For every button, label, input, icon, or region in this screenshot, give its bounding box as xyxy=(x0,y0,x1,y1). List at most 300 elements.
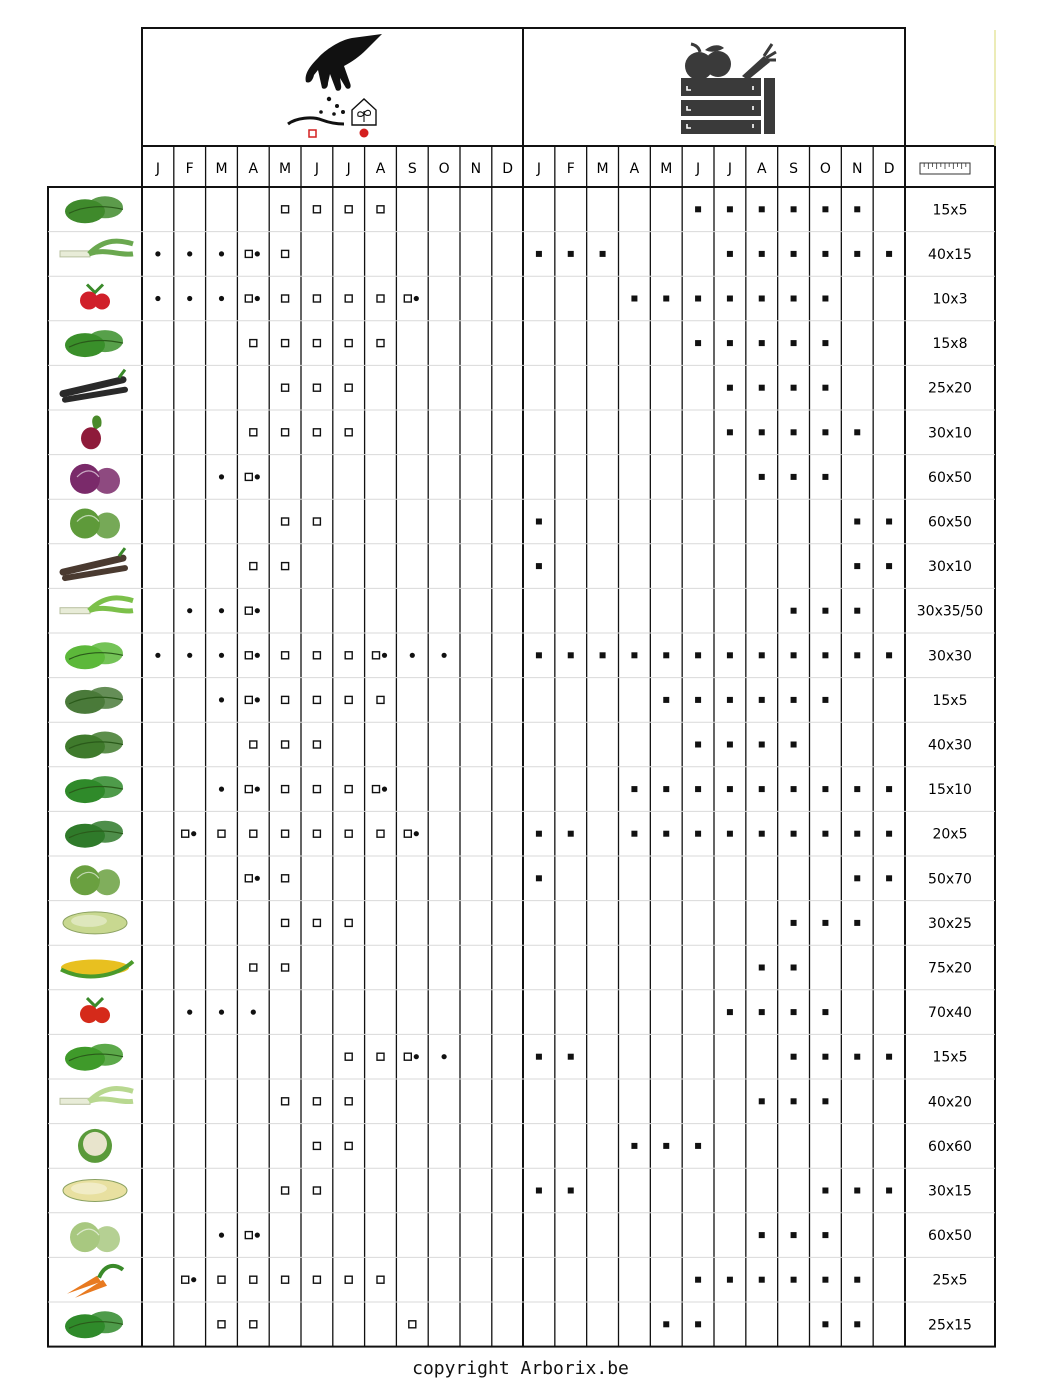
carrot-picture xyxy=(67,1266,123,1298)
sow-outdoor-mark xyxy=(282,340,289,347)
harvest-mark xyxy=(854,563,860,569)
harvest-mark xyxy=(727,340,733,346)
harvest-mark xyxy=(791,1098,797,1104)
sow-indoor-mark xyxy=(187,608,192,613)
sow-indoor-mark xyxy=(255,876,260,881)
harvest-mark xyxy=(663,1143,669,1149)
harvest-mark xyxy=(759,965,765,971)
scorzonera-picture xyxy=(63,548,125,578)
harvest-mark xyxy=(568,1054,574,1060)
sow-outdoor-mark xyxy=(377,295,384,302)
sow-outdoor-mark xyxy=(282,250,289,257)
sow-indoor-mark xyxy=(255,251,260,256)
harvest-mark xyxy=(663,831,669,837)
harvest-mark xyxy=(631,296,637,302)
sow-indoor-mark xyxy=(414,1054,419,1059)
harvest-mark xyxy=(822,1277,828,1283)
sow-indoor-mark xyxy=(219,474,224,479)
sow-outdoor-mark xyxy=(282,652,289,659)
harvest-month-label: M xyxy=(660,161,673,177)
sow-month-label: J xyxy=(155,161,160,177)
sow-outdoor-mark xyxy=(182,1276,189,1283)
sow-outdoor-mark xyxy=(218,830,225,837)
lettuce-picture xyxy=(65,642,123,669)
sow-outdoor-mark xyxy=(313,830,320,837)
harvest-mark xyxy=(727,1009,733,1015)
harvest-mark xyxy=(727,296,733,302)
harvest-mark xyxy=(854,429,860,435)
harvest-mark xyxy=(822,652,828,658)
harvest-mark xyxy=(727,652,733,658)
harvest-month-label: J xyxy=(696,161,701,177)
sow-indoor-mark xyxy=(442,653,447,658)
harvest-mark xyxy=(791,786,797,792)
spacing-value: 60x50 xyxy=(928,514,972,531)
harvest-mark xyxy=(600,652,606,658)
spacing-value: 60x60 xyxy=(928,1138,972,1155)
sow-outdoor-mark xyxy=(313,919,320,926)
harvest-mark xyxy=(695,786,701,792)
harvest-mark xyxy=(536,652,542,658)
sow-indoor-mark xyxy=(191,831,196,836)
green-bean-picture xyxy=(65,330,123,357)
copyright-text: copyright Arborix.be xyxy=(412,1358,629,1379)
sow-indoor-mark xyxy=(219,697,224,702)
sow-month-label: S xyxy=(407,161,417,177)
harvest-mark xyxy=(822,1188,828,1194)
harvest-mark xyxy=(791,831,797,837)
sow-indoor-mark xyxy=(219,251,224,256)
spacing-value: 60x50 xyxy=(928,469,972,486)
sow-indoor-mark xyxy=(191,1277,196,1282)
harvest-mark xyxy=(791,385,797,391)
sow-outdoor-mark xyxy=(313,295,320,302)
harvest-month-label: F xyxy=(566,161,575,177)
harvest-month-label: J xyxy=(536,161,541,177)
sow-outdoor-mark xyxy=(313,340,320,347)
sow-outdoor-mark xyxy=(404,295,411,302)
spacing-value: 15x5 xyxy=(932,202,968,219)
harvest-mark xyxy=(727,831,733,837)
sow-outdoor-mark xyxy=(373,652,380,659)
sow-indoor-mark xyxy=(382,653,387,658)
harvest-mark xyxy=(854,251,860,257)
harvest-mark xyxy=(536,875,542,881)
sow-outdoor-mark xyxy=(313,741,320,748)
harvest-mark xyxy=(631,831,637,837)
sow-month-label: A xyxy=(248,161,259,177)
sow-outdoor-mark xyxy=(377,696,384,703)
harvest-mark xyxy=(791,1232,797,1238)
harvest-mark xyxy=(631,652,637,658)
fennel-picture xyxy=(60,1088,133,1104)
harvest-mark xyxy=(886,831,892,837)
harvest-mark xyxy=(791,1054,797,1060)
sow-outdoor-mark xyxy=(404,1053,411,1060)
sow-month-label: J xyxy=(346,161,351,177)
harvest-mark xyxy=(854,875,860,881)
sow-indoor-mark xyxy=(187,653,192,658)
sow-outdoor-mark xyxy=(345,429,352,436)
sow-indoor-mark xyxy=(155,251,160,256)
sow-month-label: O xyxy=(438,161,450,177)
harvest-mark xyxy=(791,206,797,212)
sow-indoor-mark xyxy=(255,296,260,301)
black-salsify-picture xyxy=(63,370,125,400)
harvest-mark xyxy=(791,429,797,435)
sow-outdoor-mark xyxy=(250,340,257,347)
harvest-mark xyxy=(791,652,797,658)
harvest-mark xyxy=(727,697,733,703)
spacing-value: 15x5 xyxy=(932,692,968,709)
harvest-mark xyxy=(791,251,797,257)
harvest-mark xyxy=(886,1188,892,1194)
harvest-mark xyxy=(854,831,860,837)
harvest-mark xyxy=(759,831,765,837)
harvest-mark xyxy=(568,831,574,837)
harvest-mark xyxy=(759,340,765,346)
savoy-cabbage-picture xyxy=(70,509,120,539)
harvest-mark xyxy=(791,1009,797,1015)
sow-outdoor-mark xyxy=(409,1321,416,1328)
sow-outdoor-mark xyxy=(377,1276,384,1283)
sow-indoor-mark xyxy=(414,831,419,836)
harvest-mark xyxy=(695,296,701,302)
harvest-mark xyxy=(791,742,797,748)
header-icons xyxy=(288,34,970,174)
spinach-leaves-picture xyxy=(65,1311,123,1338)
sow-month-label: M xyxy=(279,161,292,177)
harvest-mark xyxy=(791,1277,797,1283)
harvest-mark xyxy=(854,519,860,525)
celery-picture xyxy=(60,598,133,614)
sow-outdoor-mark xyxy=(245,875,252,882)
harvest-mark xyxy=(854,1188,860,1194)
harvest-mark xyxy=(822,697,828,703)
sow-outdoor-mark xyxy=(282,741,289,748)
sow-outdoor-mark xyxy=(282,696,289,703)
spacing-column xyxy=(917,202,983,1333)
harvest-mark xyxy=(631,786,637,792)
sow-outdoor-mark xyxy=(313,1098,320,1105)
harvest-mark xyxy=(695,697,701,703)
sow-outdoor-mark xyxy=(313,1276,320,1283)
sow-outdoor-mark xyxy=(245,473,252,480)
sow-outdoor-mark xyxy=(282,518,289,525)
spacing-value: 50x70 xyxy=(928,871,972,888)
harvest-mark xyxy=(791,697,797,703)
sow-indoor-mark xyxy=(382,787,387,792)
harvest-mark xyxy=(663,697,669,703)
harvest-mark xyxy=(822,251,828,257)
sow-indoor-mark xyxy=(255,608,260,613)
spacing-value: 30x10 xyxy=(928,559,972,576)
sow-outdoor-mark xyxy=(250,1276,257,1283)
spacing-value: 25x20 xyxy=(928,380,972,397)
spacing-value: 70x40 xyxy=(928,1005,972,1022)
harvest-mark xyxy=(822,340,828,346)
harvest-mark xyxy=(854,1054,860,1060)
harvest-mark xyxy=(854,1321,860,1327)
harvest-mark xyxy=(568,1188,574,1194)
chard-picture xyxy=(65,732,123,759)
harvest-mark xyxy=(822,429,828,435)
sow-outdoor-mark xyxy=(345,340,352,347)
harvest-mark xyxy=(536,831,542,837)
harvest-mark xyxy=(727,385,733,391)
sow-indoor-mark xyxy=(155,653,160,658)
sow-outdoor-mark xyxy=(245,295,252,302)
sow-outdoor-mark xyxy=(313,206,320,213)
harvest-month-label: S xyxy=(789,161,799,177)
harvest-mark xyxy=(727,206,733,212)
spacing-value: 25x5 xyxy=(932,1272,968,1289)
sow-outdoor-mark xyxy=(245,696,252,703)
harvest-mark xyxy=(854,786,860,792)
harvest-month-label: J xyxy=(727,161,732,177)
sow-outdoor-mark xyxy=(282,1187,289,1194)
chicory-picture xyxy=(63,1180,127,1202)
harvest-mark xyxy=(536,1188,542,1194)
harvest-mark xyxy=(759,786,765,792)
spacing-value: 10x3 xyxy=(932,291,968,308)
chinese-cabbage-picture xyxy=(63,912,127,934)
spacing-value: 15x10 xyxy=(928,782,972,799)
sow-outdoor-mark xyxy=(245,786,252,793)
rucola-picture xyxy=(65,196,123,223)
spacing-value: 75x20 xyxy=(928,960,972,977)
sow-outdoor-mark xyxy=(345,295,352,302)
harvest-month-label: A xyxy=(756,161,767,177)
spacing-value: 30x10 xyxy=(928,425,972,442)
spacing-value: 20x5 xyxy=(932,826,968,843)
harvest-mark xyxy=(759,251,765,257)
harvest-mark xyxy=(854,652,860,658)
sow-outdoor-mark xyxy=(313,786,320,793)
harvest-mark xyxy=(759,296,765,302)
tomato-picture xyxy=(80,998,110,1023)
sow-indoor-mark xyxy=(219,1010,224,1015)
sow-outdoor-mark xyxy=(377,206,384,213)
sow-outdoor-mark xyxy=(245,1232,252,1239)
harvest-mark xyxy=(695,340,701,346)
harvest-mark xyxy=(854,608,860,614)
sow-indoor-mark xyxy=(255,697,260,702)
harvest-mark xyxy=(759,1009,765,1015)
spacing-value: 15x5 xyxy=(932,1049,968,1066)
harvest-mark xyxy=(822,786,828,792)
sow-outdoor-mark xyxy=(345,1142,352,1149)
sow-outdoor-mark xyxy=(245,250,252,257)
sow-outdoor-mark xyxy=(377,340,384,347)
harvest-mark xyxy=(759,474,765,480)
harvest-mark xyxy=(727,786,733,792)
harvest-mark xyxy=(568,652,574,658)
harvest-mark xyxy=(886,519,892,525)
harvest-mark xyxy=(791,340,797,346)
harvest-mark xyxy=(536,251,542,257)
sow-indoor-mark xyxy=(255,474,260,479)
harvest-mark xyxy=(886,251,892,257)
sow-indoor-mark xyxy=(219,1233,224,1238)
sow-outdoor-mark xyxy=(282,206,289,213)
sow-indoor-mark xyxy=(251,1010,256,1015)
harvest-mark xyxy=(759,206,765,212)
sow-month-label: A xyxy=(375,161,386,177)
harvest-mark xyxy=(759,1277,765,1283)
sow-outdoor-mark xyxy=(218,1276,225,1283)
sow-indoor-mark xyxy=(442,1054,447,1059)
sow-indoor-mark xyxy=(255,787,260,792)
sow-outdoor-mark xyxy=(373,786,380,793)
lambs-lettuce-picture xyxy=(65,1044,123,1071)
sow-indoor-mark xyxy=(187,251,192,256)
harvest-mark xyxy=(822,1054,828,1060)
harvest-mark xyxy=(822,1232,828,1238)
sow-outdoor-mark xyxy=(282,563,289,570)
sow-indoor-mark xyxy=(255,1233,260,1238)
harvest-mark xyxy=(536,1054,542,1060)
spacing-value: 30x30 xyxy=(928,648,972,665)
header-row xyxy=(155,161,895,177)
sow-outdoor-mark xyxy=(313,1187,320,1194)
harvest-mark xyxy=(822,608,828,614)
sow-outdoor-mark xyxy=(404,830,411,837)
sow-outdoor-mark xyxy=(250,964,257,971)
sow-outdoor-mark xyxy=(313,696,320,703)
sow-outdoor-mark xyxy=(250,830,257,837)
sow-outdoor-mark xyxy=(282,429,289,436)
harvest-mark xyxy=(791,920,797,926)
sow-outdoor-mark xyxy=(282,1276,289,1283)
sow-outdoor-mark xyxy=(345,384,352,391)
sow-outdoor-mark xyxy=(282,919,289,926)
sow-outdoor-mark xyxy=(313,518,320,525)
harvest-mark xyxy=(759,1232,765,1238)
sweet-corn-picture xyxy=(61,960,133,977)
harvest-mark xyxy=(822,1321,828,1327)
sow-outdoor-mark xyxy=(282,830,289,837)
harvest-mark xyxy=(759,1098,765,1104)
sow-outdoor-mark xyxy=(250,741,257,748)
hand-sowing-seeds-icon xyxy=(288,34,382,138)
harvest-mark xyxy=(695,206,701,212)
harvest-mark xyxy=(759,652,765,658)
harvest-mark xyxy=(791,296,797,302)
sow-outdoor-mark xyxy=(250,429,257,436)
harvest-crate-icon xyxy=(681,44,776,134)
spacing-value: 40x20 xyxy=(928,1094,972,1111)
harvest-mark xyxy=(759,742,765,748)
sow-indoor-mark xyxy=(155,296,160,301)
harvest-mark xyxy=(600,251,606,257)
harvest-mark xyxy=(822,206,828,212)
ruler-icon xyxy=(920,163,970,174)
leek-picture xyxy=(60,241,133,257)
beetroot-picture xyxy=(81,415,102,449)
harvest-mark xyxy=(759,429,765,435)
sow-indoor-mark xyxy=(219,653,224,658)
harvest-mark xyxy=(886,875,892,881)
sow-outdoor-mark xyxy=(345,1098,352,1105)
sow-month-label: D xyxy=(502,161,514,177)
harvest-mark xyxy=(822,474,828,480)
harvest-mark xyxy=(822,1098,828,1104)
sow-indoor-mark xyxy=(255,653,260,658)
sow-outdoor-mark xyxy=(377,1053,384,1060)
spacing-value: 30x25 xyxy=(928,915,972,932)
sow-outdoor-mark xyxy=(313,1142,320,1149)
sow-outdoor-mark xyxy=(345,652,352,659)
sow-indoor-mark xyxy=(219,787,224,792)
harvest-mark xyxy=(822,1009,828,1015)
harvest-mark xyxy=(663,1321,669,1327)
sow-outdoor-mark xyxy=(282,786,289,793)
sow-outdoor-mark xyxy=(313,384,320,391)
sow-indoor-mark xyxy=(187,296,192,301)
harvest-mark xyxy=(536,563,542,569)
sow-outdoor-mark xyxy=(245,607,252,614)
sow-indoor-mark xyxy=(219,296,224,301)
harvest-month-label: M xyxy=(596,161,609,177)
harvest-mark xyxy=(695,1143,701,1149)
sow-outdoor-mark xyxy=(250,563,257,570)
harvest-mark xyxy=(854,206,860,212)
sow-outdoor-mark xyxy=(345,1053,352,1060)
spacing-value: 40x15 xyxy=(928,246,972,263)
sow-month-label: N xyxy=(470,161,482,177)
harvest-mark xyxy=(727,742,733,748)
brussels-sprouts-picture xyxy=(70,865,120,895)
harvest-mark xyxy=(791,608,797,614)
harvest-mark xyxy=(886,1054,892,1060)
sow-indoor-mark xyxy=(219,608,224,613)
sow-outdoor-mark xyxy=(245,652,252,659)
sow-indoor-mark xyxy=(414,296,419,301)
harvest-mark xyxy=(822,296,828,302)
sow-indoor-mark xyxy=(187,1010,192,1015)
harvest-month-label: N xyxy=(852,161,863,177)
spacing-value: 30x15 xyxy=(928,1183,972,1200)
harvest-mark xyxy=(822,920,828,926)
sow-outdoor-mark xyxy=(250,1321,257,1328)
spacing-value: 60x50 xyxy=(928,1228,972,1245)
sow-indoor-mark xyxy=(410,653,415,658)
white-cabbage-picture xyxy=(70,1222,120,1252)
sow-outdoor-mark xyxy=(377,830,384,837)
harvest-mark xyxy=(695,1277,701,1283)
sow-outdoor-mark xyxy=(282,875,289,882)
radish-picture xyxy=(80,285,110,310)
spacing-value: 40x30 xyxy=(928,737,972,754)
harvest-mark xyxy=(663,296,669,302)
harvest-month-label: D xyxy=(883,161,895,177)
harvest-month-label: A xyxy=(629,161,640,177)
calendar-grid xyxy=(48,28,995,1347)
sow-outdoor-mark xyxy=(313,429,320,436)
harvest-mark xyxy=(663,786,669,792)
harvest-month-label: O xyxy=(819,161,831,177)
harvest-mark xyxy=(536,519,542,525)
sow-outdoor-mark xyxy=(345,919,352,926)
sow-outdoor-mark xyxy=(182,830,189,837)
sow-outdoor-mark xyxy=(345,830,352,837)
spinach-picture xyxy=(65,821,123,848)
sow-outdoor-mark xyxy=(218,1321,225,1328)
harvest-mark xyxy=(727,251,733,257)
harvest-mark xyxy=(695,831,701,837)
sow-outdoor-mark xyxy=(313,652,320,659)
